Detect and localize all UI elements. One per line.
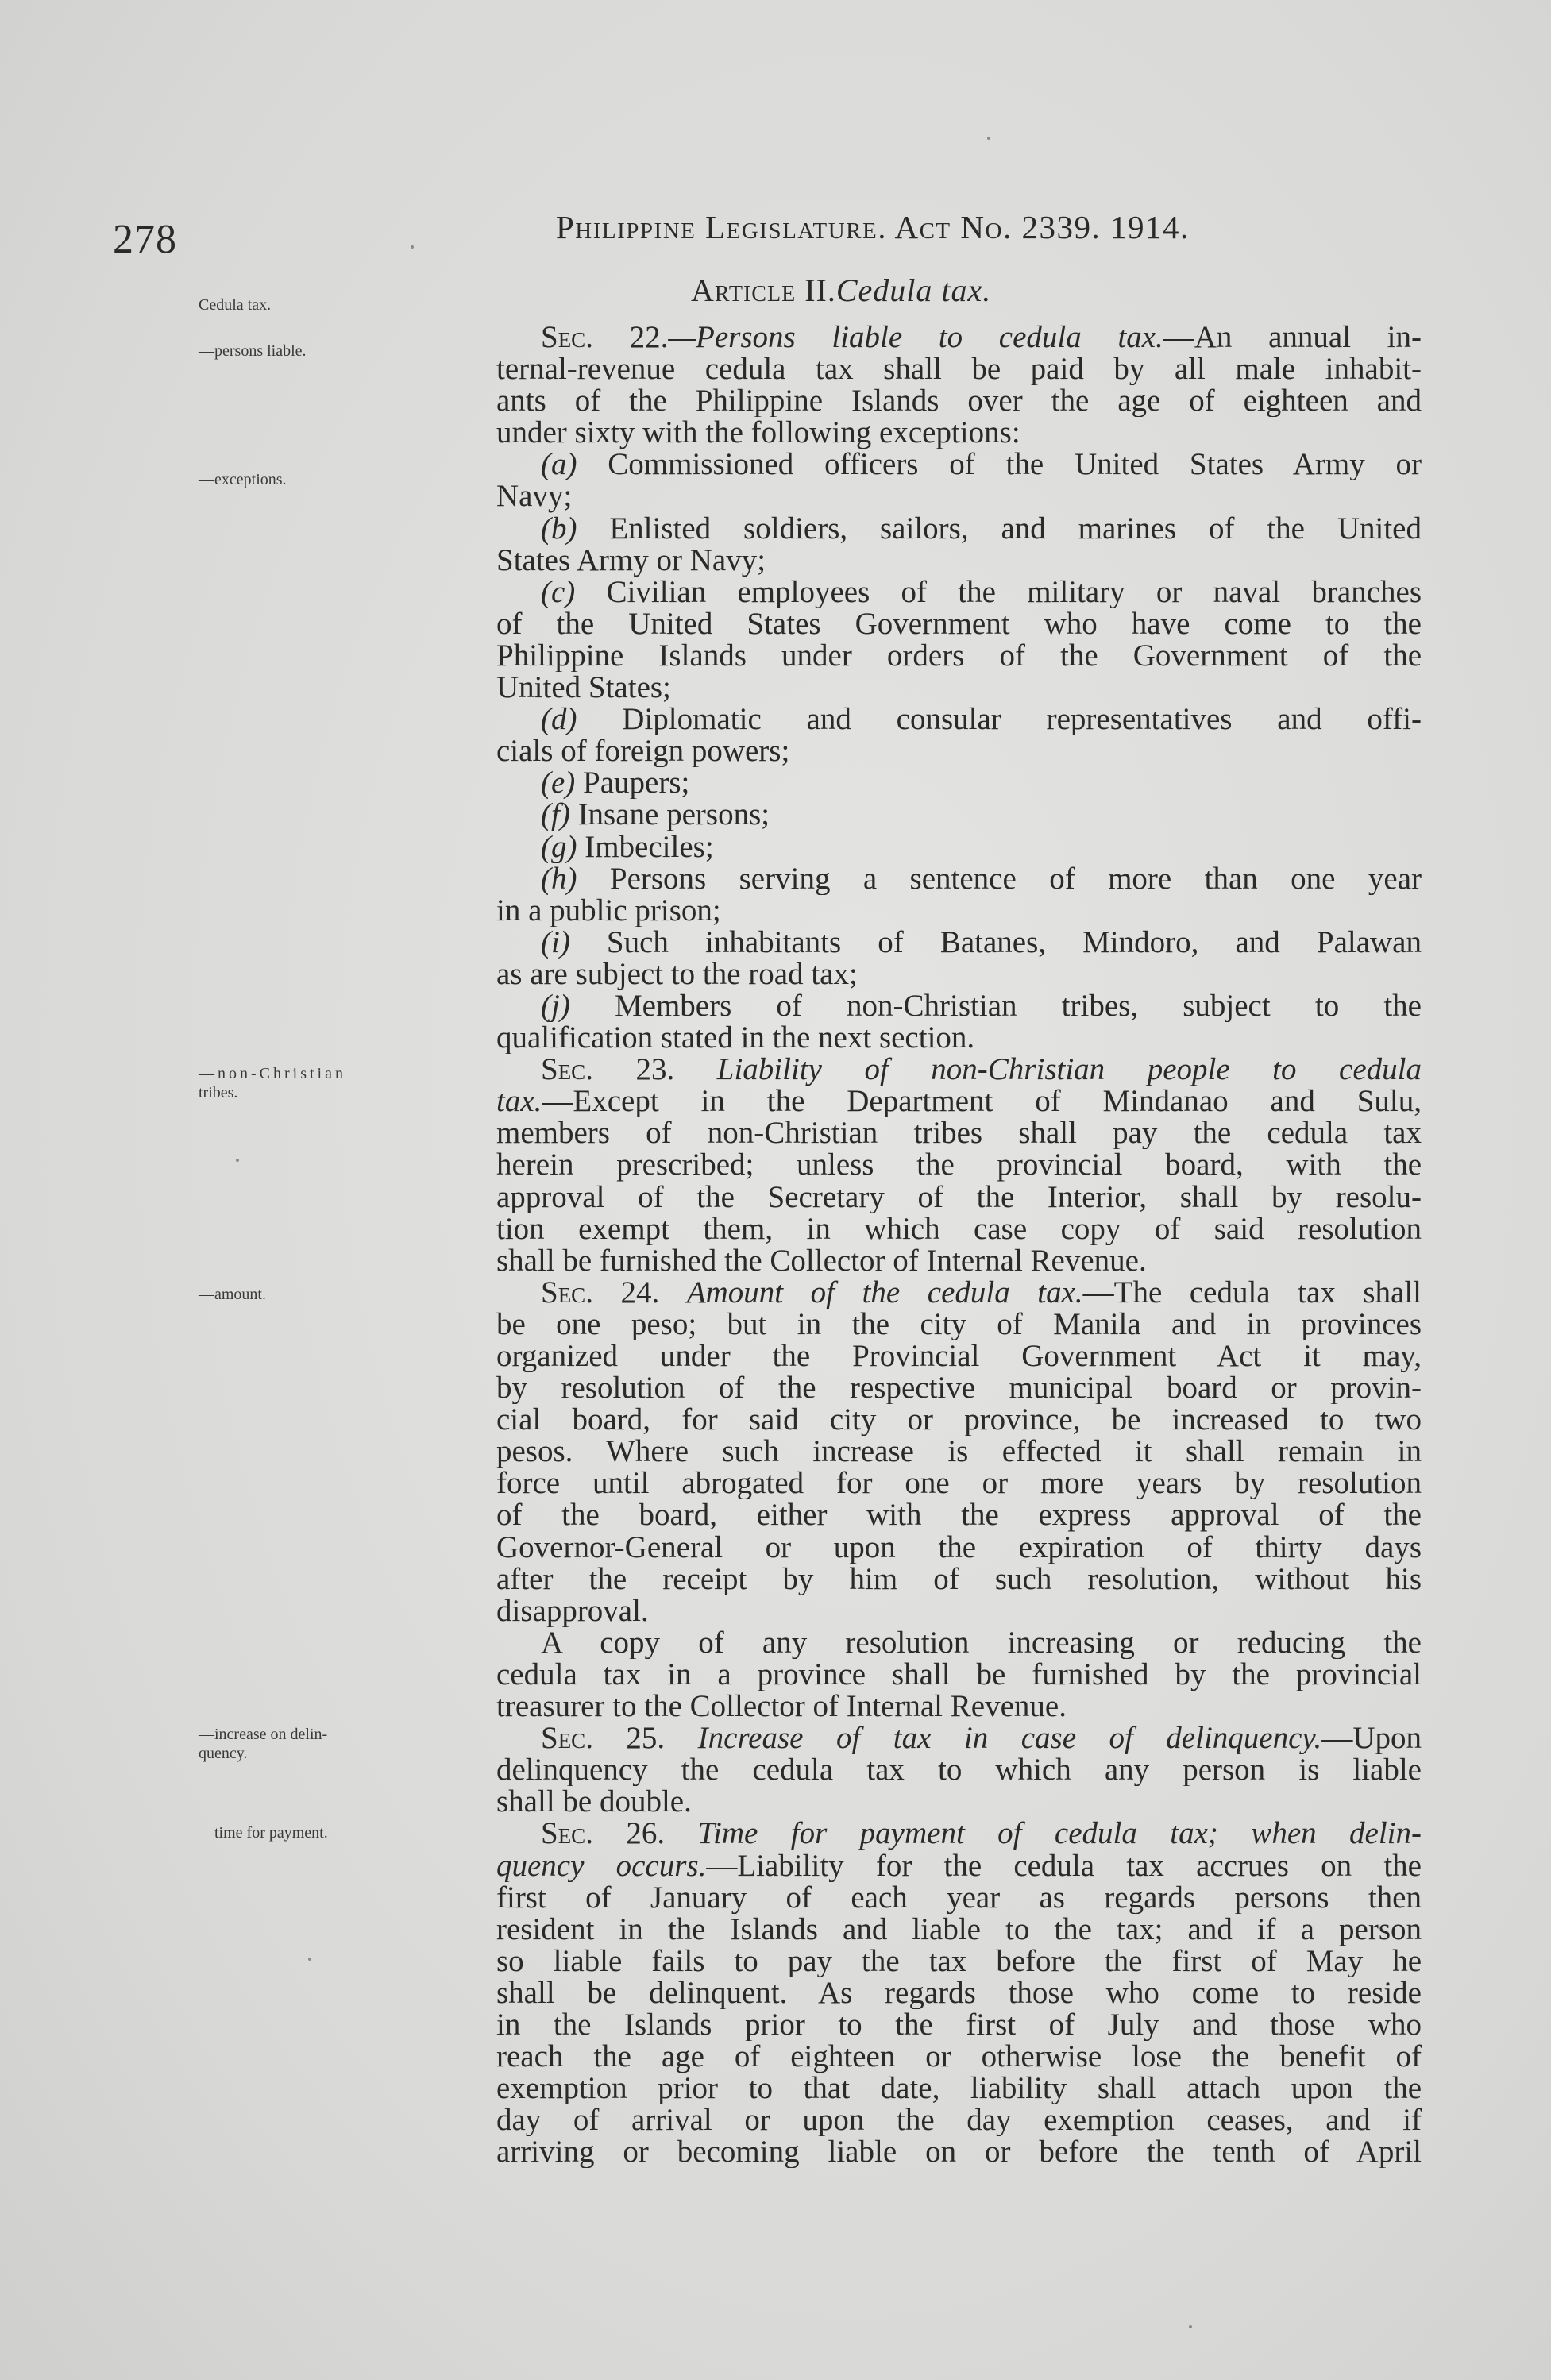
text-line: (f) Insane persons; bbox=[541, 799, 770, 831]
text-line: of the board, either with the express approval of the bbox=[496, 1499, 1422, 1532]
text-line: cials of foreign powers; bbox=[496, 735, 790, 768]
text-line: (e) Paupers; bbox=[541, 767, 690, 800]
text-line: force until abrogated for one or more years by resolution bbox=[496, 1468, 1422, 1500]
text-line: States Army or Navy; bbox=[496, 544, 766, 577]
text-line: ants of the Philippine Islands over the age of eighteen and bbox=[496, 385, 1422, 418]
text-line: (j) Members of non-Christian tribes, subject to the bbox=[541, 989, 1422, 1023]
text-line: Governor-General or upon the expiration of thirty days bbox=[496, 1531, 1422, 1564]
running-head: Philippine Legislature. Act No. 2339. 1914. bbox=[556, 209, 1190, 245]
margin-note-time-for-payment: —time for payment. bbox=[199, 1824, 328, 1842]
text-line: tion exempt them, in which case copy of said resolution bbox=[496, 1213, 1422, 1245]
body-text bbox=[496, 322, 1422, 2168]
text-line: quency occurs.—Liability for the cedula tax accrues on the bbox=[496, 1850, 1422, 1882]
scan-speck bbox=[236, 1159, 239, 1162]
margin-note-persons-liable: —persons liable. bbox=[199, 342, 307, 360]
text-line: cedula tax in a province shall be furnished by the provincial bbox=[496, 1658, 1422, 1691]
margin-note-exceptions: —exceptions. bbox=[199, 471, 287, 488]
text-line: (a) Commissioned officers of the United States Army or bbox=[541, 449, 1422, 481]
text-line: Sec. 22.—Persons liable to cedula tax.—An annual in- bbox=[541, 322, 1422, 354]
margin-note-quency: quency. bbox=[199, 1745, 248, 1762]
text-line: Philippine Islands under orders of the Government of the bbox=[496, 639, 1422, 673]
text-line: pesos. Where such increase is effected it shall remain in bbox=[496, 1436, 1422, 1468]
text-line: first of January of each year as regards persons then bbox=[496, 1881, 1422, 1914]
text-line: arriving or becoming liable on or before the tenth of April bbox=[496, 2136, 1422, 2169]
margin-note-non-christian: —non-Christian bbox=[199, 1065, 346, 1082]
text-line: (b) Enlisted soldiers, sailors, and marines of the United bbox=[541, 512, 1422, 545]
text-line: members of non-Christian tribes shall pay the cedula tax bbox=[496, 1117, 1422, 1150]
text-line: cial board, for said city or province, be increased to two bbox=[496, 1404, 1422, 1437]
text-line: (g) Imbeciles; bbox=[541, 831, 714, 863]
text-line: Sec. 24. Amount of the cedula tax.—The cedula tax shall bbox=[541, 1276, 1422, 1309]
text-line: in the Islands prior to the first of July and those who bbox=[496, 2008, 1422, 2042]
text-line: shall be double. bbox=[496, 1786, 692, 1819]
text-line: delinquency the cedula tax to which any person is liable bbox=[496, 1754, 1422, 1787]
text-line: (d) Diplomatic and consular representatives and offi- bbox=[541, 704, 1422, 736]
margin-note-amount: —amount. bbox=[199, 1286, 266, 1303]
text-line: of the United States Government who have come to the bbox=[496, 608, 1422, 640]
text-line: as are subject to the road tax; bbox=[496, 958, 858, 990]
text-line: A copy of any resolution increasing or reducing the bbox=[541, 1626, 1422, 1659]
scan-speck bbox=[987, 137, 990, 140]
page-number: 278 bbox=[113, 217, 177, 262]
text-line: treasurer to the Collector of Internal Revenue. bbox=[496, 1691, 1067, 1723]
text-line: in a public prison; bbox=[496, 894, 721, 927]
scan-speck bbox=[1189, 2325, 1192, 2328]
article-number: Article II. bbox=[691, 272, 836, 308]
text-line: under sixty with the following exceptions: bbox=[496, 417, 1020, 449]
margin-note-tribes: tribes. bbox=[199, 1084, 238, 1101]
text-line: herein prescribed; unless the provincial board, with the bbox=[496, 1149, 1422, 1182]
text-line: resident in the Islands and liable to the tax; and if a person bbox=[496, 1913, 1422, 1946]
text-line: United States; bbox=[496, 672, 671, 704]
text-line: (i) Such inhabitants of Batanes, Mindoro, and Palawan bbox=[541, 926, 1422, 959]
text-line: so liable fails to pay the tax before the first of May he bbox=[496, 1945, 1422, 1977]
text-line: shall be furnished the Collector of Internal Revenue. bbox=[496, 1244, 1147, 1277]
text-line: after the receipt by him of such resolution, without his bbox=[496, 1563, 1422, 1595]
text-line: Navy; bbox=[496, 480, 573, 513]
margin-note-increase-delinquency: —increase on delin- bbox=[199, 1726, 328, 1743]
text-line: qualification stated in the next section. bbox=[496, 1022, 975, 1055]
text-line: exemption prior to that date, liability shall attach upon the bbox=[496, 2073, 1422, 2105]
text-line: (h) Persons serving a sentence of more than one year bbox=[541, 862, 1422, 895]
scan-speck bbox=[308, 1958, 311, 1961]
text-line: day of arrival or upon the day exemption ceases, and if bbox=[496, 2104, 1422, 2137]
text-line: ternal-revenue cedula tax shall be paid by all male inhabit- bbox=[496, 353, 1422, 386]
text-line: disapproval. bbox=[496, 1595, 649, 1627]
text-line: (c) Civilian employees of the military or naval branches bbox=[541, 576, 1422, 608]
text-line: shall be delinquent. As regards those who come to reside bbox=[496, 1977, 1422, 2009]
article-heading bbox=[691, 272, 991, 309]
text-line: tax.—Except in the Department of Mindanao and Sulu, bbox=[496, 1086, 1422, 1118]
scan-speck bbox=[411, 245, 414, 249]
text-line: by resolution of the respective municipal board or provin- bbox=[496, 1372, 1422, 1405]
text-line: organized under the Provincial Government Act it may, bbox=[496, 1340, 1422, 1373]
text-line: reach the age of eighteen or otherwise lose the benefit of bbox=[496, 2041, 1422, 2073]
text-line: approval of the Secretary of the Interior, shall by resolu- bbox=[496, 1181, 1422, 1213]
text-line: Sec. 23. Liability of non-Christian people to cedula bbox=[541, 1054, 1422, 1086]
text-line: be one peso; but in the city of Manila and in provinces bbox=[496, 1308, 1422, 1340]
text-line: Sec. 25. Increase of tax in case of delinquency.—Upon bbox=[541, 1722, 1422, 1755]
text-line: Sec. 26. Time for payment of cedula tax; when delin- bbox=[541, 1818, 1422, 1850]
margin-note-cedula-tax: Cedula tax. bbox=[199, 296, 272, 314]
article-title: Cedula tax. bbox=[835, 272, 992, 308]
